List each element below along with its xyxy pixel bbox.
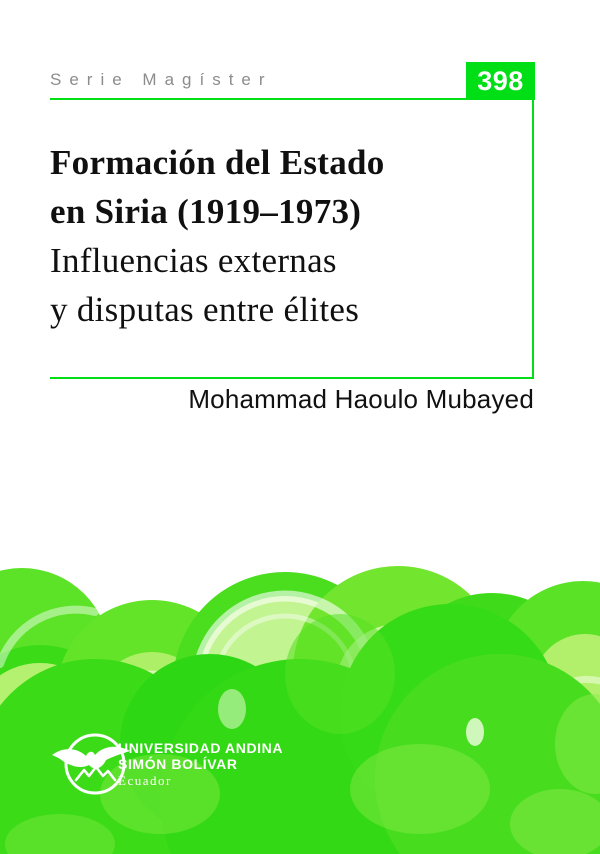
university-name-line-1: UNIVERSIDAD ANDINA <box>118 740 284 756</box>
series-number-badge <box>466 62 535 100</box>
series-number: 398 <box>477 65 524 96</box>
series-label: Serie Magíster <box>50 70 273 89</box>
university-country: Ecuador <box>118 773 172 788</box>
series-underline-rule <box>50 98 466 100</box>
subtitle-line-2: y disputas entre élites <box>50 290 360 329</box>
title-line-1: Formación del Estado <box>50 143 385 182</box>
title-line-2: en Siria (1919–1973) <box>50 192 362 231</box>
university-logo <box>40 724 360 804</box>
title-block <box>50 138 536 334</box>
mountains-icon <box>76 767 115 780</box>
author-name: Mohammad Haoulo Mubayed <box>188 384 534 414</box>
university-logo-text <box>118 740 283 789</box>
subtitle-line-1: Influencias externas <box>50 241 337 280</box>
watercolor-artwork <box>0 544 600 854</box>
frame-bottom-rule <box>50 377 534 379</box>
university-name-line-2: SIMÓN BOLÍVAR <box>118 756 238 772</box>
